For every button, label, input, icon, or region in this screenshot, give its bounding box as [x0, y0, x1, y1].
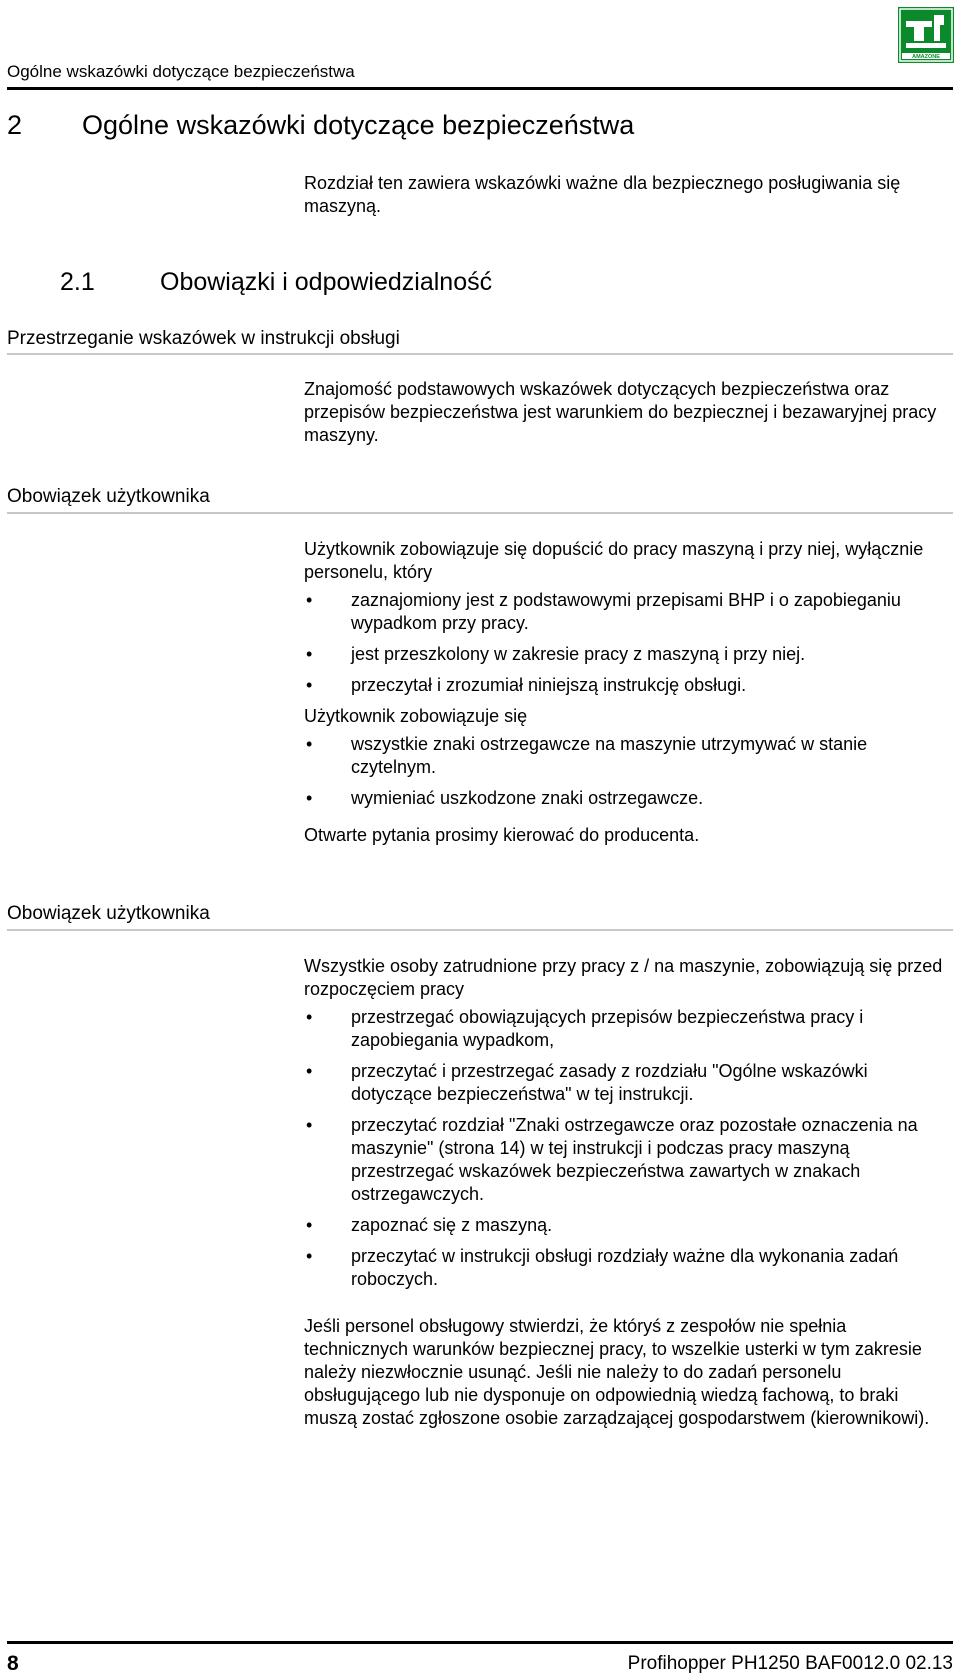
section-number: 2.1	[60, 268, 95, 296]
block2-list1	[304, 589, 944, 697]
list-item: • wszystkie znaki ostrzegawcze na maszynie utrzymywać w stanie czytelnym.	[304, 733, 944, 779]
block2-rule	[7, 512, 953, 514]
block3-closing: Jeśli personel obsługowy stwierdzi, że któryś z zespołów nie spełnia technicznych warunków bezpiecznej pracy, to wszelkie usterki w tym zakresie należy niezwłocznie usunąć. Jeśli nie należy to do zadań personelu obsługującego lub nie dysponuje on odpowiednią wiedzą fachową, to braki muszą zostać zgłoszone osobie zarządzającej gospodarstwem (kierownikowi).	[304, 1316, 930, 1428]
list-item: • przeczytać i przestrzegać zasady z rozdziału "Ogólne wskazówki dotyczące bezpieczeństwa" w tej instrukcji.	[304, 1060, 944, 1106]
block2-intro: Użytkownik zobowiązuje się dopuścić do pracy maszyną i przy niej, wyłącznie personelu, który	[304, 539, 924, 582]
header-rule	[7, 87, 953, 90]
list-item: • zapoznać się z maszyną.	[304, 1214, 944, 1237]
logo-text: AMAZONE	[912, 54, 940, 60]
block3-list	[304, 1006, 944, 1291]
footer-rule	[7, 1641, 953, 1644]
block1-rule	[7, 353, 953, 355]
chapter-title: Ogólne wskazówki dotyczące bezpieczeństwa	[82, 110, 635, 140]
list-item: • zaznajomiony jest z podstawowymi przepisami BHP i o zapobieganiu wypadkom przy pracy.	[304, 589, 944, 635]
block3-label: Obowiązek użytkownika	[7, 903, 210, 924]
list-item: • przeczytał i zrozumiał niniejszą instrukcję obsługi.	[304, 674, 944, 697]
list-item: • wymieniać uszkodzone znaki ostrzegawcze.	[304, 787, 944, 810]
block2-list2	[304, 733, 944, 810]
list-item: • przestrzegać obowiązujących przepisów bezpieczeństwa pracy i zapobiegania wypadkom,	[304, 1006, 944, 1052]
list-item: • przeczytać rozdział "Znaki ostrzegawcze oraz pozostałe oznaczenia na maszynie" (strona 14) w tej instrukcji i podczas pracy maszyną przestrzegać wskazówek bezpieczeństwa zawartych w znakach ostrzegawczych.	[304, 1114, 944, 1206]
block3-rule	[7, 929, 953, 931]
section-title: Obowiązki i odpowiedzialność	[160, 268, 493, 296]
block1-label: Przestrzeganie wskazówek w instrukcji obsługi	[7, 328, 400, 349]
block3-content	[304, 955, 944, 1430]
page-number: 8	[7, 1652, 19, 1675]
chapter-intro: Rozdział ten zawiera wskazówki ważne dla bezpiecznego posługiwania się maszyną.	[304, 173, 901, 216]
chapter-number: 2	[7, 110, 23, 140]
block2-label: Obowiązek użytkownika	[7, 486, 210, 507]
block2-closing: Otwarte pytania prosimy kierować do producenta.	[304, 825, 700, 845]
block2-intro2: Użytkownik zobowiązuje się	[304, 706, 528, 726]
running-header-title: Ogólne wskazówki dotyczące bezpieczeństwa	[7, 62, 355, 81]
document-info: Profihopper PH1250 BAF0012.0 02.13	[627, 1653, 953, 1674]
list-item: • jest przeszkolony w zakresie pracy z maszyną i przy niej.	[304, 643, 944, 666]
list-item: • przeczytać w instrukcji obsługi rozdziały ważne dla wykonania zadań roboczych.	[304, 1245, 944, 1291]
amazone-logo	[898, 7, 954, 63]
block2-content	[304, 538, 944, 847]
block1-text: Znajomość podstawowych wskazówek dotyczących bezpieczeństwa oraz przepisów bezpieczeństwa jest warunkiem do bezpiecznej i bezawaryjnej pracy maszyny.	[304, 379, 937, 445]
block3-intro: Wszystkie osoby zatrudnione przy pracy z / na maszynie, zobowiązują się przed rozpoczęciem pracy	[304, 956, 943, 999]
